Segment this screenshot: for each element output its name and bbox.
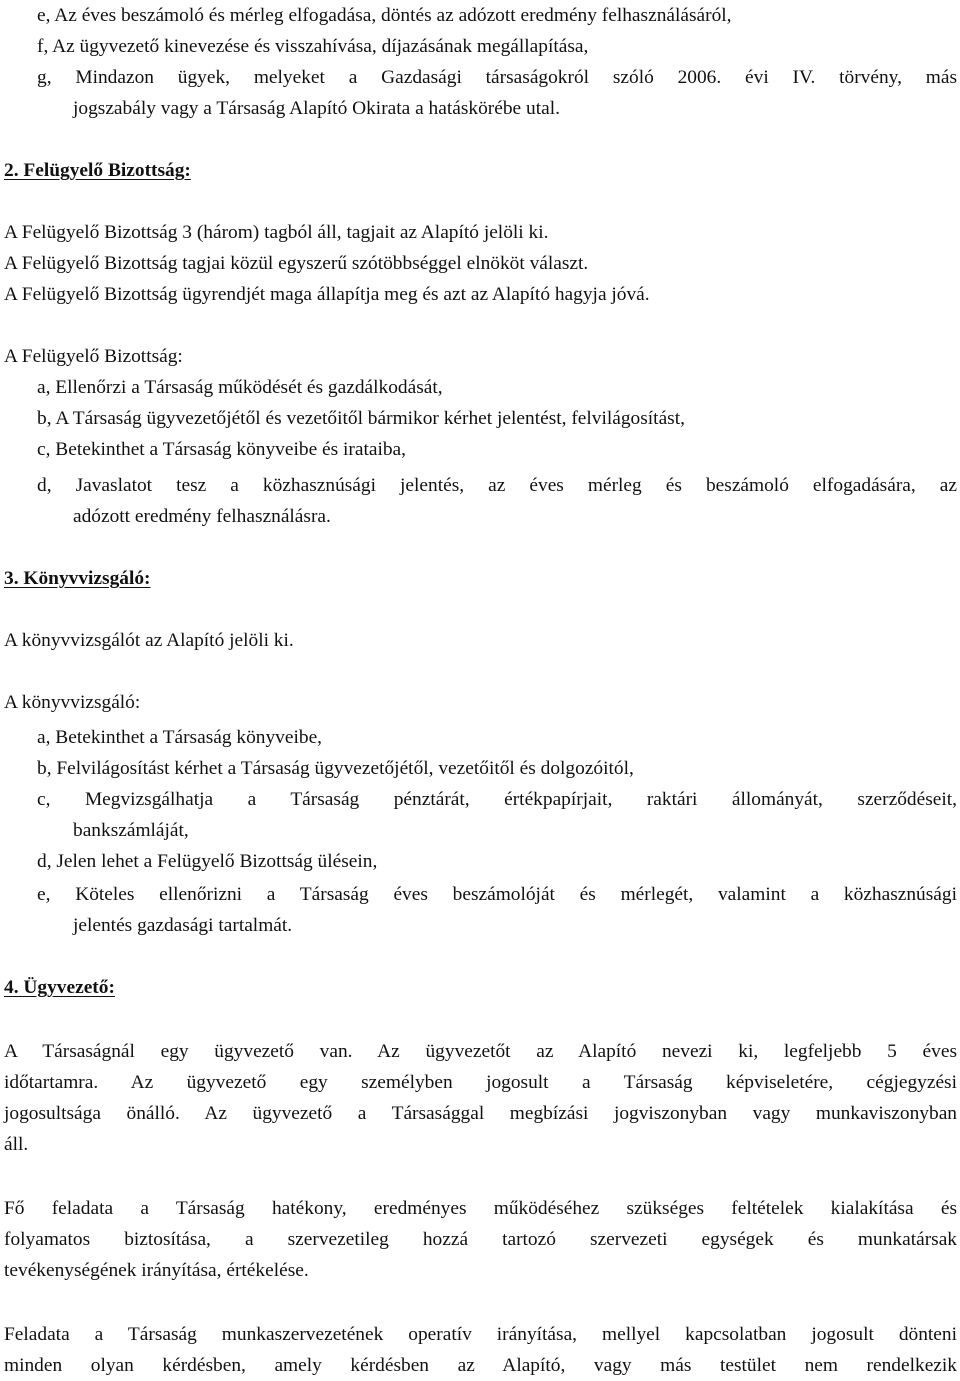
- paragraph-line: Feladata a Társaság munkaszervezetének operatív irányítása, mellyel kapcsolatban jogosult dönteni: [4, 1324, 957, 1345]
- list-item-b: b, Felvilágosítást kérhet a Társaság ügyvezetőjétől, vezetőitől és dolgozóitól,: [37, 758, 634, 779]
- paragraph-line: áll.: [4, 1134, 29, 1155]
- list-item-d: d, Javaslatot tesz a közhasznúsági jelentés, az éves mérleg és beszámoló elfogadására, az: [37, 475, 957, 496]
- paragraph-line: A Társaságnál egy ügyvezető van. Az ügyvezetőt az Alapító nevezi ki, legfeljebb 5 éves: [4, 1041, 957, 1062]
- list-item-e: e, Köteles ellenőrizni a Társaság éves beszámolóját és mérlegét, valamint a közhasznúsági: [37, 884, 957, 905]
- paragraph-line: Fő feladata a Társaság hatékony, eredményes működéséhez szükséges feltételek kialakítása és: [4, 1198, 957, 1219]
- list-item-c: c, Betekinthet a Társaság könyveibe és irataiba,: [37, 439, 406, 460]
- list-intro: A Felügyelő Bizottság:: [4, 346, 183, 367]
- list-item-d: d, Jelen lehet a Felügyelő Bizottság ülésein,: [37, 851, 378, 872]
- list-item-g-continued: jogszabály vagy a Társaság Alapító Okirata a hatáskörébe utal.: [73, 98, 560, 119]
- list-item-c-continued: bankszámláját,: [73, 820, 189, 841]
- list-item-a: a, Betekinthet a Társaság könyveibe,: [37, 727, 323, 748]
- paragraph-line: jogosultsága önálló. Az ügyvezető a Társasággal megbízási jogviszonyban vagy munkaviszonyban: [4, 1103, 957, 1124]
- section-heading-felugyelo-bizottsag: 2. Felügyelő Bizottság:: [4, 160, 191, 181]
- paragraph-line: időtartamra. Az ügyvezető egy személyben jogosult a Társaság képviseletére, cégjegyzési: [4, 1072, 957, 1093]
- list-item-e: e, Az éves beszámoló és mérleg elfogadása, döntés az adózott eredmény felhasználásáról,: [37, 5, 732, 26]
- paragraph-line: A Felügyelő Bizottság tagjai közül egyszerű szótöbbséggel elnököt választ.: [4, 253, 589, 274]
- paragraph-line: A Felügyelő Bizottság ügyrendjét maga állapítja meg és azt az Alapító hagyja jóvá.: [4, 284, 650, 305]
- section-heading-konyvvizsgalo: 3. Könyvvizsgáló:: [4, 568, 151, 589]
- list-item-c: c, Megvizsgálhatja a Társaság pénztárát, értékpapírjait, raktári állományát, szerződéseit,: [37, 789, 957, 810]
- list-item-f: f, Az ügyvezető kinevezése és visszahívása, díjazásának megállapítása,: [37, 36, 589, 57]
- paragraph-line: tevékenységének irányítása, értékelése.: [4, 1260, 309, 1281]
- paragraph-line: minden olyan kérdésben, amely kérdésben az Alapító, vagy más testület nem rendelkezik: [4, 1355, 957, 1376]
- list-item-e-continued: jelentés gazdasági tartalmát.: [73, 915, 293, 936]
- list-item-b: b, A Társaság ügyvezetőjétől és vezetőitől bármikor kérhet jelentést, felvilágosítást,: [37, 408, 685, 429]
- list-item-d-continued: adózott eredmény felhasználásra.: [73, 506, 331, 527]
- list-item-g: g, Mindazon ügyek, melyeket a Gazdasági társaságokról szóló 2006. évi IV. törvény, más: [37, 67, 957, 88]
- paragraph-line: folyamatos biztosítása, a szervezetileg hozzá tartozó szervezeti egységek és munkatársak: [4, 1229, 957, 1250]
- section-heading-ugyvezeto: 4. Ügyvezető:: [4, 977, 115, 998]
- paragraph-line: A könyvvizsgálót az Alapító jelöli ki.: [4, 630, 294, 651]
- paragraph-line: A Felügyelő Bizottság 3 (három) tagból áll, tagjait az Alapító jelöli ki.: [4, 222, 549, 243]
- list-item-a: a, Ellenőrzi a Társaság működését és gazdálkodását,: [37, 377, 443, 398]
- list-intro: A könyvvizsgáló:: [4, 692, 141, 713]
